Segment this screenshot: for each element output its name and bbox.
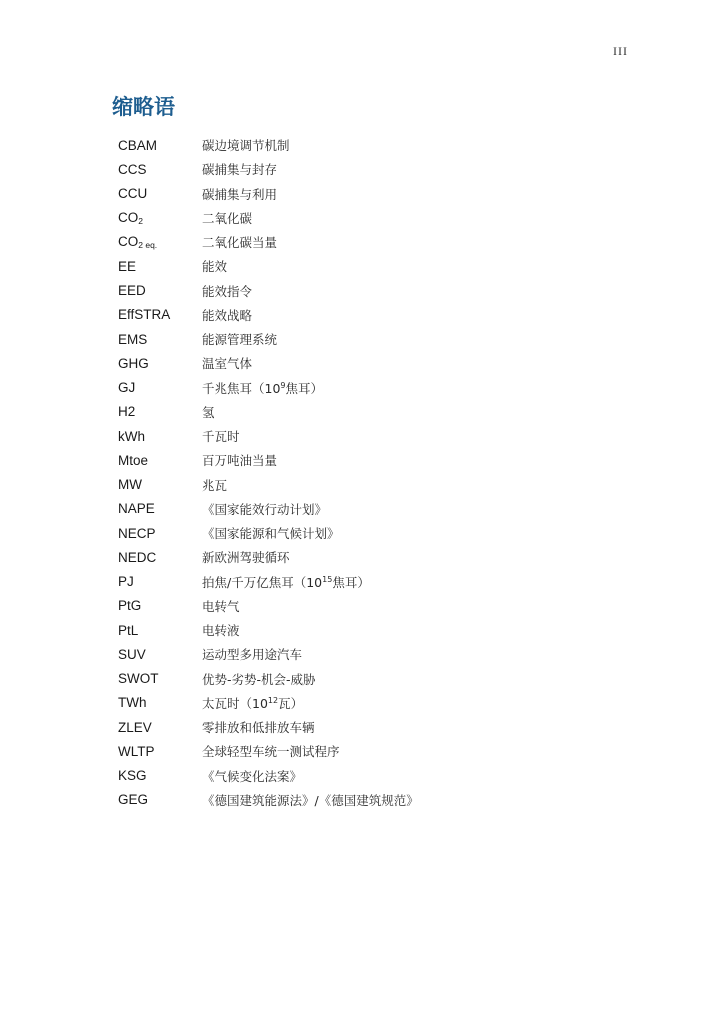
- abbreviation-row: [118, 618, 419, 642]
- abbreviation-definition-text: 能效战略: [202, 307, 253, 323]
- abbreviation-definition-text: 太瓦时（10: [202, 695, 268, 711]
- abbreviation-definition-text: 能效指令: [202, 283, 253, 299]
- abbreviation-definition-text: 能效: [202, 259, 228, 275]
- abbreviation-term: [118, 210, 202, 226]
- abbreviation-row: [118, 157, 419, 181]
- abbreviation-row: [118, 691, 419, 715]
- abbreviation-definition-text: 运动型多用途汽车: [202, 647, 303, 663]
- abbreviation-term-text: EE: [118, 258, 137, 274]
- abbreviation-term-text: PJ: [118, 574, 134, 590]
- abbreviation-definition-text: 碳捕集与利用: [202, 186, 278, 202]
- abbreviation-term-text: MW: [118, 477, 142, 493]
- abbreviation-definition: [202, 136, 290, 154]
- abbreviation-row: [118, 788, 419, 812]
- abbreviation-term: [118, 550, 202, 565]
- abbreviation-term-text: PtG: [118, 598, 142, 614]
- abbreviation-term: [118, 380, 202, 395]
- abbreviation-definition: [202, 379, 323, 397]
- abbreviation-term: [118, 720, 202, 735]
- abbreviation-definition-text: 全球轻型车统一测试程序: [202, 744, 340, 760]
- abbreviation-row: [118, 206, 419, 230]
- abbreviation-row: [118, 351, 419, 375]
- abbreviation-term: [118, 695, 202, 710]
- abbreviation-definition: [202, 185, 277, 203]
- abbreviation-term-text: GJ: [118, 380, 136, 396]
- abbreviation-term-text: ZLEV: [118, 719, 152, 735]
- abbreviation-definition-text: 二氧化碳: [202, 210, 253, 226]
- abbreviation-term: [118, 501, 202, 516]
- abbreviation-term: [118, 356, 202, 371]
- abbreviation-definition-text: 零排放和低排放车辆: [202, 720, 315, 736]
- abbreviation-term-subscript: 2 eq.: [138, 240, 158, 251]
- abbreviation-definition-text: 新欧洲驾驶循环: [202, 550, 290, 566]
- abbreviation-term-text: GEG: [118, 792, 149, 808]
- abbreviation-term: [118, 598, 202, 613]
- abbreviation-row: [118, 424, 419, 448]
- abbreviation-row: [118, 254, 419, 278]
- abbreviation-definition: [202, 330, 277, 348]
- abbreviation-term-text: NAPE: [118, 501, 155, 517]
- abbreviation-row: [118, 133, 419, 157]
- abbreviation-definition-text: 二氧化碳当量: [202, 235, 278, 251]
- abbreviation-term: [118, 744, 202, 759]
- abbreviation-term: [118, 647, 202, 662]
- abbreviation-definition-text: 碳捕集与封存: [202, 162, 278, 178]
- abbreviation-definition-text: 《国家能效行动计划》: [202, 501, 328, 517]
- abbreviation-definition-text: 千瓦时: [202, 429, 240, 445]
- abbreviation-term-text: NECP: [118, 525, 156, 541]
- abbreviation-term: [118, 186, 202, 201]
- abbreviation-term: [118, 623, 202, 638]
- abbreviation-term: [118, 453, 202, 468]
- abbreviation-definition: [202, 548, 290, 566]
- abbreviation-term: [118, 162, 202, 177]
- abbreviation-term: [118, 138, 202, 153]
- abbreviation-definition: [202, 621, 240, 639]
- abbreviation-definition-tail: 焦耳）: [285, 380, 324, 396]
- abbreviation-row: [118, 182, 419, 206]
- abbreviation-row: [118, 497, 419, 521]
- abbreviation-row: [118, 327, 419, 351]
- abbreviation-definition: [202, 645, 302, 663]
- abbreviation-term: [118, 768, 202, 783]
- abbreviation-row: [118, 739, 419, 763]
- abbreviation-definition-superscript: 12: [267, 695, 279, 705]
- abbreviation-term: [118, 283, 202, 298]
- abbreviation-term-text: CCS: [118, 161, 147, 177]
- abbreviation-definition: [202, 791, 419, 809]
- abbreviation-row: [118, 521, 419, 545]
- abbreviation-row: [118, 230, 419, 254]
- abbreviation-term-subscript: 2: [138, 215, 143, 226]
- section-title: 缩略语: [112, 95, 175, 119]
- abbreviation-definition-text: 氢: [202, 404, 215, 420]
- abbreviation-definition-text: 电转气: [202, 598, 240, 614]
- abbreviation-definition-text: 《气候变化法案》: [202, 768, 303, 784]
- abbreviation-row: [118, 667, 419, 691]
- abbreviation-definition: [202, 573, 370, 591]
- abbreviation-term: [118, 574, 202, 589]
- abbreviation-definition: [202, 694, 303, 712]
- abbreviation-definition: [202, 233, 277, 251]
- abbreviation-row: [118, 303, 419, 327]
- abbreviation-definition-text: 兆瓦: [202, 477, 228, 493]
- abbreviation-term-text: SWOT: [118, 671, 159, 687]
- abbreviation-definition: [202, 524, 340, 542]
- abbreviation-definition: [202, 160, 277, 178]
- abbreviation-definition: [202, 403, 215, 421]
- abbreviation-list: [118, 133, 419, 812]
- abbreviation-definition: [202, 257, 227, 275]
- abbreviation-definition-text: 温室气体: [202, 356, 253, 372]
- abbreviation-row: [118, 764, 419, 788]
- abbreviation-term: [118, 477, 202, 492]
- abbreviation-term-text: Mtoe: [118, 452, 149, 468]
- abbreviation-term-text: EMS: [118, 331, 148, 347]
- abbreviation-definition: [202, 670, 316, 688]
- abbreviation-term: [118, 792, 202, 807]
- abbreviation-row: [118, 570, 419, 594]
- abbreviation-row: [118, 715, 419, 739]
- abbreviation-definition: [202, 767, 302, 785]
- abbreviation-row: [118, 279, 419, 303]
- abbreviation-term: [118, 259, 202, 274]
- abbreviation-definition-text: 百万吨油当量: [202, 453, 278, 469]
- abbreviation-term-text: NEDC: [118, 549, 157, 565]
- abbreviation-term-text: WLTP: [118, 743, 155, 759]
- abbreviation-definition: [202, 476, 227, 494]
- abbreviation-definition: [202, 209, 252, 227]
- abbreviation-definition-text: 优势-劣势-机会-威胁: [202, 671, 316, 687]
- abbreviation-term-text: CBAM: [118, 137, 158, 153]
- abbreviation-row: [118, 473, 419, 497]
- abbreviation-definition: [202, 427, 240, 445]
- abbreviation-term-text: CCU: [118, 186, 148, 202]
- abbreviation-term-text: CO: [118, 234, 139, 250]
- abbreviation-term-text: H2: [118, 404, 136, 420]
- abbreviation-term: [118, 404, 202, 419]
- abbreviation-term: [118, 332, 202, 347]
- abbreviation-row: [118, 448, 419, 472]
- page-number: III: [613, 44, 628, 58]
- abbreviation-row: [118, 400, 419, 424]
- abbreviation-term: [118, 671, 202, 686]
- abbreviation-row: [118, 594, 419, 618]
- abbreviation-term: [118, 307, 202, 322]
- abbreviation-row: [118, 376, 419, 400]
- abbreviation-term: [118, 526, 202, 541]
- abbreviation-term-text: CO: [118, 209, 139, 225]
- abbreviation-term-text: EffSTRA: [118, 307, 171, 323]
- abbreviation-row: [118, 642, 419, 666]
- abbreviation-row: [118, 545, 419, 569]
- abbreviation-definition: [202, 500, 327, 518]
- abbreviation-term: [118, 234, 202, 250]
- abbreviation-definition-text: 千兆焦耳（10: [202, 380, 281, 396]
- abbreviation-definition-text: 电转液: [202, 623, 240, 639]
- abbreviation-term-text: GHG: [118, 355, 149, 371]
- abbreviation-definition-superscript: 9: [280, 380, 286, 390]
- abbreviation-term: [118, 429, 202, 444]
- abbreviation-term-text: PtL: [118, 622, 139, 638]
- abbreviation-definition: [202, 306, 252, 324]
- abbreviation-definition: [202, 718, 315, 736]
- abbreviation-definition-tail: 焦耳）: [332, 574, 370, 590]
- abbreviation-definition-text: 能源管理系统: [202, 332, 278, 348]
- abbreviation-definition-tail: 瓦）: [278, 695, 304, 711]
- abbreviation-definition-text: 《国家能源和气候计划》: [202, 526, 340, 542]
- abbreviation-term-text: SUV: [118, 646, 146, 662]
- abbreviation-definition: [202, 451, 277, 469]
- abbreviation-definition: [202, 282, 252, 300]
- abbreviation-definition: [202, 354, 252, 372]
- abbreviation-definition-text: 碳边境调节机制: [202, 138, 290, 154]
- abbreviation-definition-superscript: 15: [322, 574, 333, 584]
- abbreviation-definition-text: 《德国建筑能源法》/《德国建筑规范》: [202, 792, 419, 808]
- abbreviation-term-text: EED: [118, 283, 146, 299]
- abbreviation-definition: [202, 742, 340, 760]
- abbreviation-definition: [202, 597, 240, 615]
- abbreviation-term-text: kWh: [118, 428, 145, 444]
- abbreviation-term-text: KSG: [118, 768, 147, 784]
- abbreviation-term-text: TWh: [118, 695, 147, 711]
- abbreviation-definition-text: 拍焦/千万亿焦耳（10: [202, 574, 323, 590]
